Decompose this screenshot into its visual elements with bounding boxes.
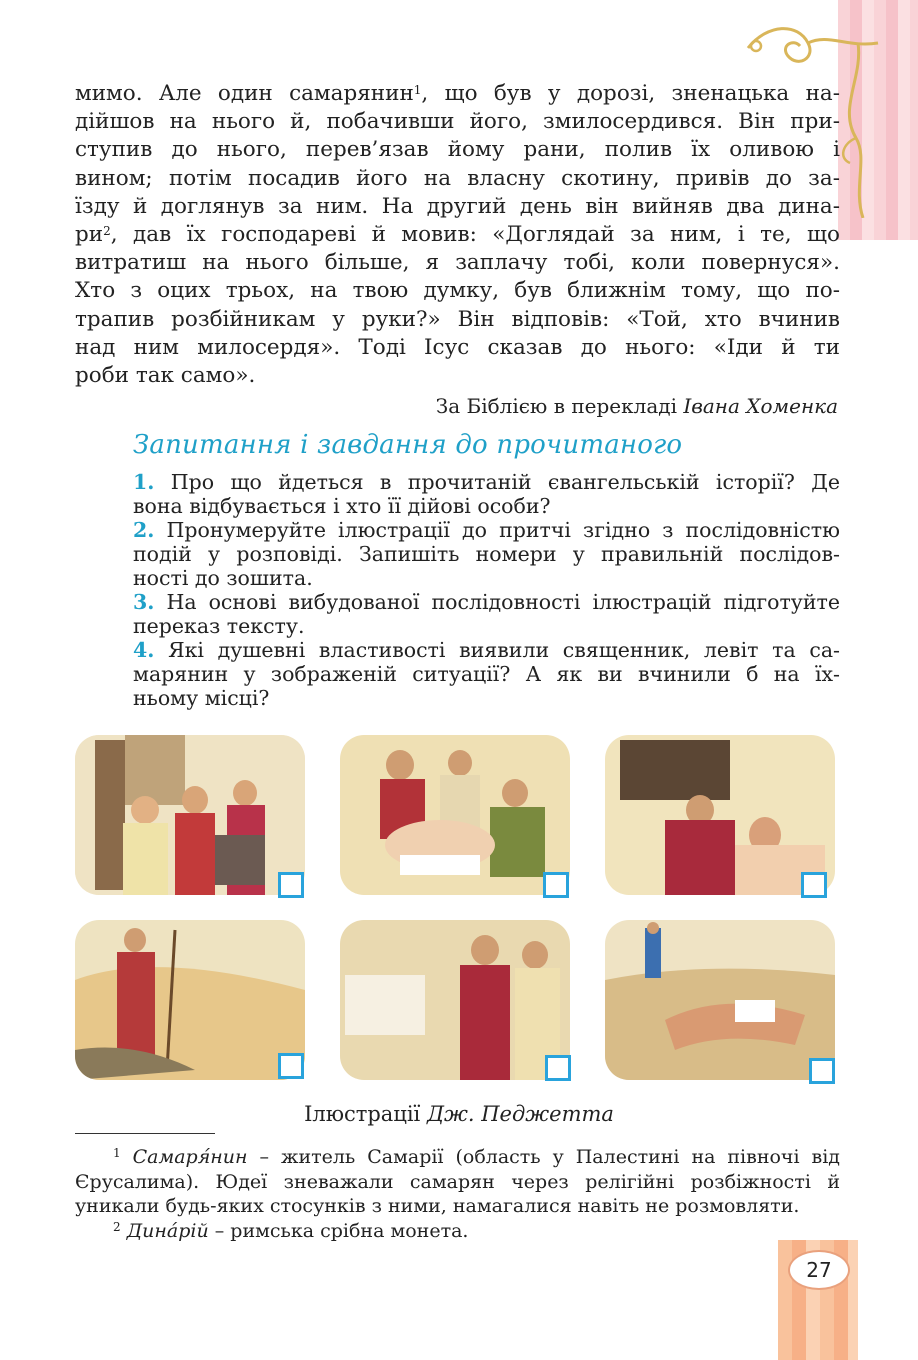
illustration-priest-passing bbox=[75, 920, 305, 1080]
main-text-line: мимо. Але один самарянин$^1$, що був у дорозі, зненацька на- bbox=[75, 81, 840, 106]
source-attribution: За Біблією в перекладі Івана Хоменка bbox=[435, 394, 838, 418]
order-checkbox-3[interactable] bbox=[801, 872, 827, 898]
illustrations-caption: Ілюстрації Дж. Педжетта bbox=[304, 1102, 614, 1126]
main-text-line: Хто з оцих трьох, на твою думку, був ближнім тому, що по- bbox=[75, 278, 840, 304]
order-checkbox-4[interactable] bbox=[278, 1053, 304, 1079]
footnotes bbox=[75, 1145, 840, 1243]
order-checkbox-5[interactable] bbox=[545, 1055, 571, 1081]
illustration-paying-innkeeper bbox=[340, 920, 570, 1080]
question-number: 2. bbox=[133, 518, 155, 542]
question-item: 4. Які душевні властивості виявили священник, левіт та са- марянин у зображеній ситуації? А як ви вчинили б на їх- ньому місці? bbox=[133, 638, 840, 710]
main-text-line: їзду й доглянув за ним. На другий день він вийняв два дина- bbox=[75, 193, 840, 219]
page-number: 27 bbox=[788, 1250, 850, 1290]
footnote-rule bbox=[75, 1133, 215, 1134]
main-text bbox=[75, 80, 840, 390]
order-checkbox-2[interactable] bbox=[543, 872, 569, 898]
main-text-line: над ним милосердя». Тоді Ісус сказав до нього: «Іди й ти bbox=[75, 334, 840, 360]
question-number: 3. bbox=[133, 590, 155, 614]
question-item: 1. Про що йдеться в прочитаній євангельській історії? Де вона відбувається і хто її дійові особи? bbox=[133, 470, 840, 518]
question-item: 2. Пронумеруйте ілюстрації до притчі згідно з послідовністю подій у розповіді. Запишіть номери у правильній послідов- ності до зошита. bbox=[133, 518, 840, 590]
main-text-line: роби так само». bbox=[75, 363, 256, 389]
question-item: 3. На основі вибудованої послідовності ілюстрацій підготуйте переказ тексту. bbox=[133, 590, 840, 638]
question-number: 4. bbox=[133, 638, 155, 662]
main-text-line: ступив до нього, перев’язав йому рани, полив їх оливою і bbox=[75, 137, 840, 163]
order-checkbox-6[interactable] bbox=[809, 1058, 835, 1084]
question-number: 1. bbox=[133, 470, 155, 494]
main-text-line: дійшов на нього й, побачивши його, змилосердився. Він при- bbox=[75, 109, 840, 135]
footnote-ref: 2 bbox=[103, 224, 111, 239]
illustration-inn-arrival bbox=[75, 735, 305, 895]
main-text-line: $ри^2$, дав їх господареві й мовив: «Доглядай за ним, і те, що bbox=[75, 222, 840, 248]
questions-list bbox=[133, 470, 840, 710]
footnote-item: $^2$ Дина́рій – римська срібна монета. bbox=[113, 1219, 469, 1242]
main-text-line: трапив розбійникам у руки?» Він відповів: «Той, хто вчинив bbox=[75, 306, 840, 332]
main-text-line: вином; потім посадив його на власну скотину, привів до за- bbox=[75, 165, 840, 191]
illustration-wounded-man bbox=[605, 920, 835, 1080]
illustration-samaritan-helps bbox=[605, 735, 835, 895]
illustration-robbers-attack bbox=[340, 735, 570, 895]
main-text-line: витратиш на нього більше, я заплачу тобі, коли повернуся». bbox=[75, 250, 840, 276]
footnote-item: $^1$ Самаря́нин – житель Самарії (область у Палестині на півночі від Єрусалима). Юдеї зневажали самарян через релігійні розбіжності й уникали будь-яких стосунків з ними, намагалися навіть не розмовляти. bbox=[75, 1146, 840, 1217]
order-checkbox-1[interactable] bbox=[278, 872, 304, 898]
footnote-ref: 1 bbox=[413, 83, 422, 97]
questions-title: Запитання і завдання до прочитаного bbox=[133, 430, 683, 460]
